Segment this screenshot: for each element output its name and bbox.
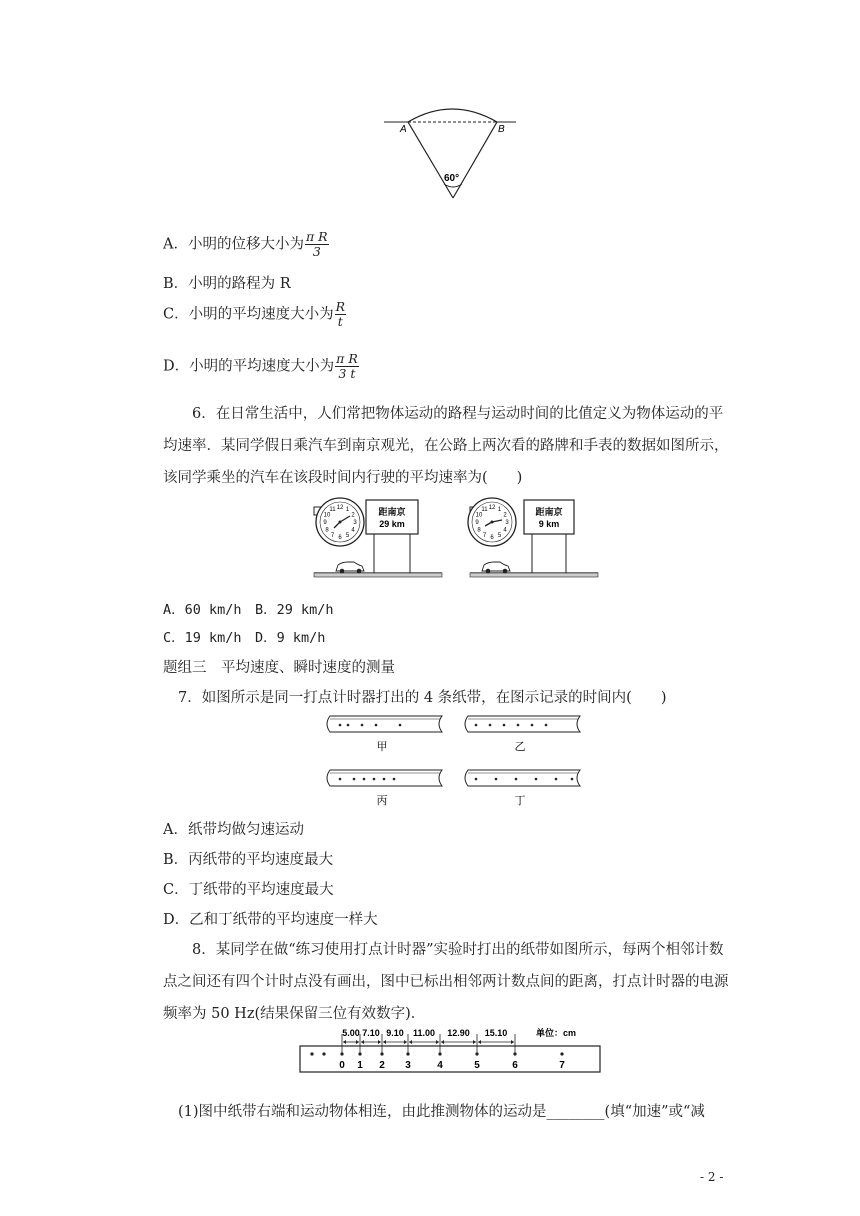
clock-number: 10 (323, 512, 331, 519)
count-point-label: 0 (339, 1060, 345, 1071)
count-point-label: 6 (512, 1060, 518, 1071)
tape-dot (347, 724, 350, 727)
q5-option-d: D．小明的平均速度大小为 $\frac{\text{π R}}{3 t}$ (163, 351, 358, 381)
q5-option-b: B．小明的路程为 R (163, 276, 291, 292)
clock-number: 2 (503, 512, 507, 519)
label-a: A (400, 124, 407, 135)
paper-tape (465, 770, 580, 786)
clock-number: 4 (351, 527, 355, 534)
clock-number: 12 (336, 505, 344, 511)
paper-tape (327, 716, 442, 732)
tape-dot (353, 778, 356, 781)
group3-title: 题组三 平均速度、瞬时速度的测量 (163, 660, 395, 676)
q8-tape-figure (298, 1024, 608, 1086)
count-point-label: 5 (474, 1060, 480, 1071)
distance-label: 15.10 (484, 1028, 508, 1038)
page-number: - 2 - (700, 1170, 724, 1184)
distance-label: 11.00 (412, 1028, 436, 1038)
clock-number: 7 (482, 533, 487, 539)
tape-dot (517, 724, 520, 727)
clock-number: 11 (329, 507, 336, 513)
clock-number: 4 (503, 527, 507, 534)
tape-label-ding: 丁 (514, 795, 526, 807)
clock-number: 5 (497, 533, 502, 539)
q8-stem: 8．某同学在做“练习使用打点计时器”实验时打出的纸带如图所示，每两个相邻计数点之间还有四个计时点没有画出，图中已标出相邻两计数点间的距离，打点计时器的电源频率为 50 Hz(结果保留三位有效数字)． (163, 942, 729, 1022)
angle-label: 60° (444, 173, 460, 184)
distance-label: 12.90 (447, 1028, 470, 1038)
count-point-label: 4 (437, 1060, 443, 1071)
clock-number: 8 (477, 527, 481, 534)
q6-stem: 6．在日常生活中，人们常把物体运动的路程与运动时间的比值定义为物体运动的平均速率．某同学假日乘汽车到南京观光，在公路上两次看的路牌和手表的数据如图所示，该同学乘坐的汽车在该段时间内行驶的平均速率为( ) (163, 406, 729, 486)
sector-figure (380, 108, 520, 206)
tape-dot (375, 724, 378, 727)
clock-number: 8 (325, 527, 329, 534)
tape-dot (393, 778, 396, 781)
distance-label: 9.10 (386, 1028, 404, 1038)
clock-number: 10 (475, 512, 483, 519)
tape-label-bing: 丙 (376, 795, 388, 807)
clock-number: 1 (497, 507, 502, 513)
q7-option-c: C．丁纸带的平均速度最大 (163, 882, 334, 898)
q5-option-a: A．小明的位移大小为 $\frac{\text{π R}}{3}$ (163, 229, 328, 259)
distance-label: 7.10 (362, 1028, 380, 1038)
clock-number: 9 (323, 520, 327, 526)
tape-dot (531, 724, 534, 727)
q7-option-a: A．纸带均做匀速运动 (163, 822, 304, 838)
sign2-line2: 9 km (538, 519, 560, 529)
tape-dot (399, 724, 402, 727)
clock-number: 2 (351, 512, 355, 519)
q7-stem: 7．如图所示是同一打点计时器打出的 4 条纸带，在图示记录的时间内( ) (178, 690, 667, 706)
tape-dot (545, 724, 548, 727)
clock-number: 5 (345, 533, 350, 539)
sign2-line1: 距南京 (535, 507, 563, 517)
clock-number: 6 (338, 535, 342, 541)
tape-dot (383, 778, 386, 781)
tapes-figure (322, 712, 584, 812)
tape-dot (515, 778, 518, 781)
clock-number: 11 (481, 507, 488, 513)
q7-option-b: B．丙纸带的平均速度最大 (163, 852, 334, 868)
tape-label-jia: 甲 (376, 741, 388, 753)
tape-dot (475, 724, 478, 727)
q6-options-row1: A．60 km/h B．29 km/h (163, 602, 334, 618)
count-point-label: 7 (559, 1060, 565, 1071)
tape-dot (495, 778, 498, 781)
tape-dot (339, 724, 342, 727)
tape-dot (339, 778, 342, 781)
q5-option-c: C．小明的平均速度大小为 $\frac{R}{t}$ (163, 299, 346, 329)
tape-dot (489, 724, 492, 727)
count-point-label: 2 (379, 1060, 385, 1071)
clock-number: 1 (345, 507, 350, 513)
clock-number: 3 (505, 520, 509, 526)
sign1-line1: 距南京 (378, 507, 406, 517)
label-b: B (498, 124, 505, 135)
clock-number: 9 (475, 520, 479, 526)
tape-dot (361, 724, 364, 727)
q6-options-row2: C．19 km/h D．9 km/h (163, 630, 326, 646)
paper-tape (465, 716, 580, 732)
q7-option-d: D．乙和丁纸带的平均速度一样大 (163, 912, 378, 928)
tape-dot (571, 778, 574, 781)
tape-dot (310, 1052, 313, 1055)
count-point-label: 3 (405, 1060, 411, 1071)
clock-sign-figure (312, 494, 602, 580)
clock-number: 6 (490, 535, 494, 541)
q8-unit: 单位：cm (536, 1028, 577, 1038)
tape-dot (503, 724, 506, 727)
tape-dot (363, 778, 366, 781)
tape-dot (373, 778, 376, 781)
distance-label: 5.00 (342, 1028, 360, 1038)
tape-label-yi: 乙 (514, 741, 526, 753)
clock-number: 12 (488, 505, 496, 511)
count-point (560, 1052, 563, 1055)
tape-dot (322, 1052, 325, 1055)
tape-dot (475, 778, 478, 781)
q8-sub1: (1)图中纸带右端和运动物体相连，由此推测物体的运动是________(填“加速”或“减 (178, 1104, 705, 1120)
sign1-line2: 29 km (379, 519, 405, 529)
tape-dot (555, 778, 558, 781)
clock-number: 7 (330, 533, 335, 539)
tape-dot (535, 778, 538, 781)
count-point-label: 1 (357, 1060, 363, 1071)
clock-number: 3 (353, 520, 357, 526)
